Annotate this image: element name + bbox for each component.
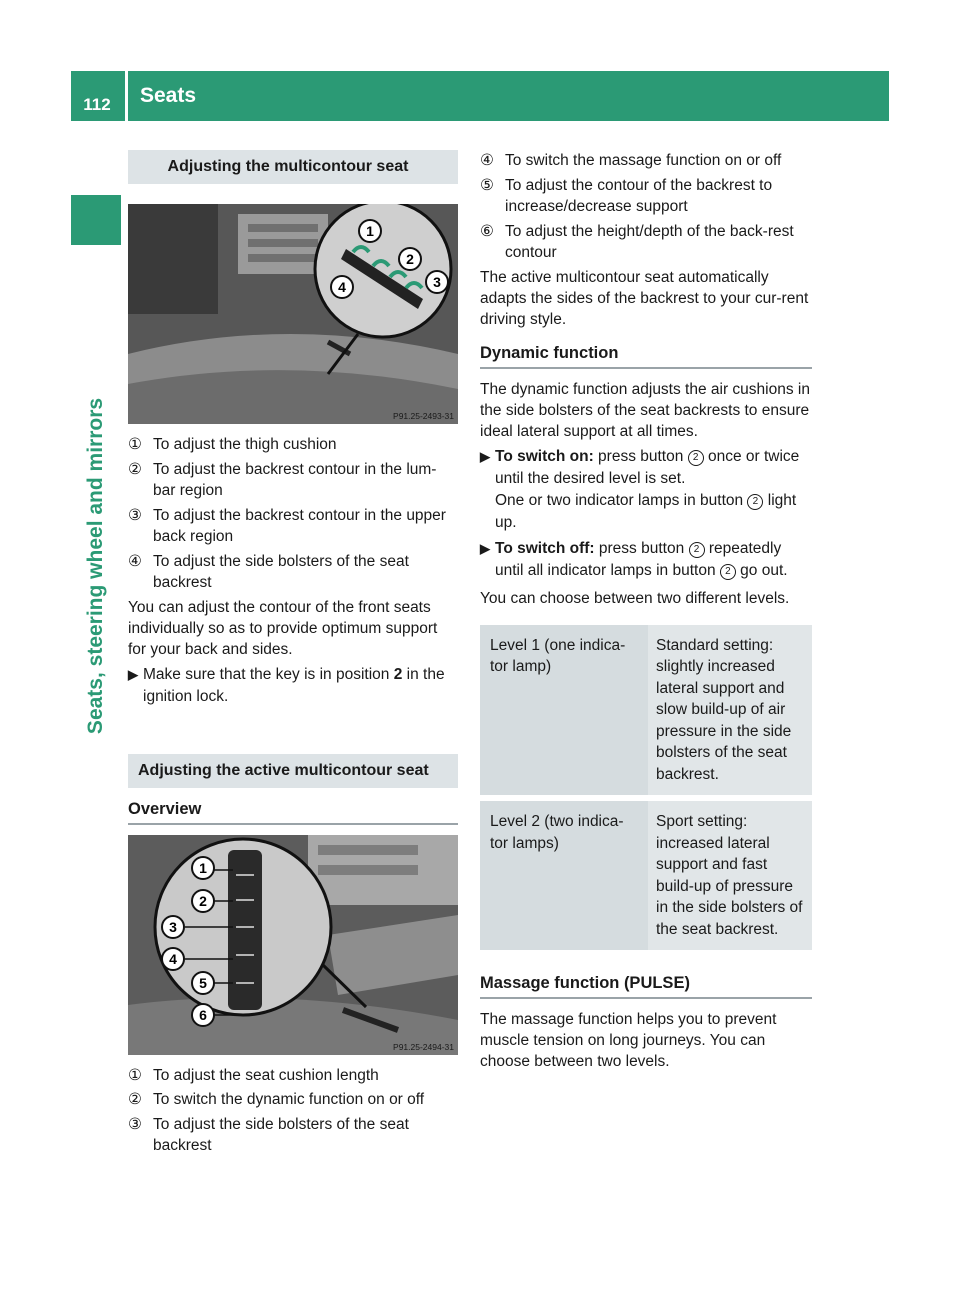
list-item: ③ To adjust the backrest contour in the upper back region: [128, 506, 446, 545]
callout-6: 6: [199, 1006, 207, 1023]
level-cell: Level 1 (one indica-tor lamp): [480, 625, 648, 799]
level-desc-cell: Sport setting: increased lateral support and fast build-up of pressure in the side bolsters of the seat backrest.: [648, 798, 812, 950]
dynamic-paragraph: The dynamic function adjusts the air cushions in the side bolsters of the seat backrests to ensure ideal lateral support at all times.: [480, 380, 810, 440]
levels-table: [480, 625, 812, 951]
callout-3: 3: [433, 274, 441, 290]
action-step-on: ▶ To switch on: press button 2 once or twice until the desired level is set. One or two indicator lamps in button 2 light up.: [480, 446, 812, 534]
list-item: ① To adjust the seat cushion length: [128, 1066, 379, 1084]
seat-controls-illustration: [128, 204, 458, 424]
auto-adapt-paragraph: The active multicontour seat automatically adapts the sides of the backrest to your cur-rent driving style.: [480, 268, 809, 328]
callout-list-1: [128, 434, 458, 594]
callout-2: 2: [406, 251, 414, 267]
page-header: [71, 71, 889, 121]
action-arrow-icon: ▶: [480, 448, 490, 464]
seat-controls-photo: [128, 204, 458, 424]
callout-list-2: [128, 1065, 458, 1157]
list-item: ④ To adjust the side bolsters of the seat backrest: [128, 552, 409, 591]
action-arrow-icon: ▶: [480, 540, 490, 556]
active-seat-controls-illustration: [128, 835, 458, 1055]
page-number: 112: [83, 95, 111, 114]
massage-heading: Massage function (PULSE): [480, 974, 812, 999]
level-desc-cell: Standard setting: slightly increased lateral support and slow build-up of air pressure in the side bolsters of the seat backrest.: [648, 625, 812, 799]
callout-1: 1: [366, 223, 374, 239]
list-item: ⑤ To adjust the contour of the backrest to increase/decrease support: [480, 176, 773, 215]
overview-heading: Overview: [128, 800, 458, 825]
action-step: ▶ Make sure that the key is in position 2 in the ignition lock.: [128, 664, 458, 708]
photo-code: P91.25-2493-31: [393, 411, 454, 421]
levels-intro: You can choose between two different levels.: [480, 589, 790, 607]
section-heading-multicontour: Adjusting the multicontour seat: [128, 150, 458, 184]
header-title: Seats: [140, 84, 197, 107]
callout-4: 4: [338, 279, 346, 295]
list-item: ② To adjust the backrest contour in the lum-bar region: [128, 460, 437, 499]
callout-4: 4: [169, 950, 177, 967]
callout-2: 2: [199, 892, 207, 909]
header-divider: [125, 71, 128, 121]
action-step-off: ▶ To switch off: press button 2 repeatedly until all indicator lamps in button 2 go out.: [480, 538, 812, 582]
list-item: ④ To switch the massage function on or off: [480, 152, 782, 169]
list-item: ③ To adjust the side bolsters of the seat backrest: [128, 1115, 409, 1154]
intro-paragraph: You can adjust the contour of the front seats individually so as to provide optimum support for your back and sides.: [128, 598, 438, 658]
list-item: ② To switch the dynamic function on or off: [128, 1091, 425, 1108]
right-column: [480, 150, 812, 1072]
photo-code: P91.25-2494-31: [393, 1041, 454, 1052]
section-heading-active-multicontour: Adjusting the active multicontour seat: [128, 754, 458, 788]
left-column: [128, 150, 458, 1160]
callout-list-3: [480, 150, 812, 264]
active-seat-controls-photo: [128, 835, 458, 1055]
level-cell: Level 2 (two indica-tor lamps): [480, 798, 648, 950]
massage-paragraph: The massage function helps you to prevent muscle tension on long journeys. You can choose between two levels.: [480, 1011, 777, 1070]
callout-1: 1: [199, 859, 207, 876]
table-row: [480, 798, 812, 950]
callout-3: 3: [169, 918, 177, 935]
table-row: [480, 625, 812, 799]
list-item: ⑥ To adjust the height/depth of the back-rest contour: [480, 222, 794, 261]
callout-5: 5: [199, 974, 207, 991]
dynamic-function-heading: Dynamic function: [480, 344, 812, 369]
list-item: ① To adjust the thigh cushion: [128, 436, 337, 453]
action-arrow-icon: ▶: [128, 666, 138, 682]
side-tab-label: Seats, steering wheel and mirrors: [84, 397, 107, 735]
side-tab-marker: [71, 195, 121, 245]
